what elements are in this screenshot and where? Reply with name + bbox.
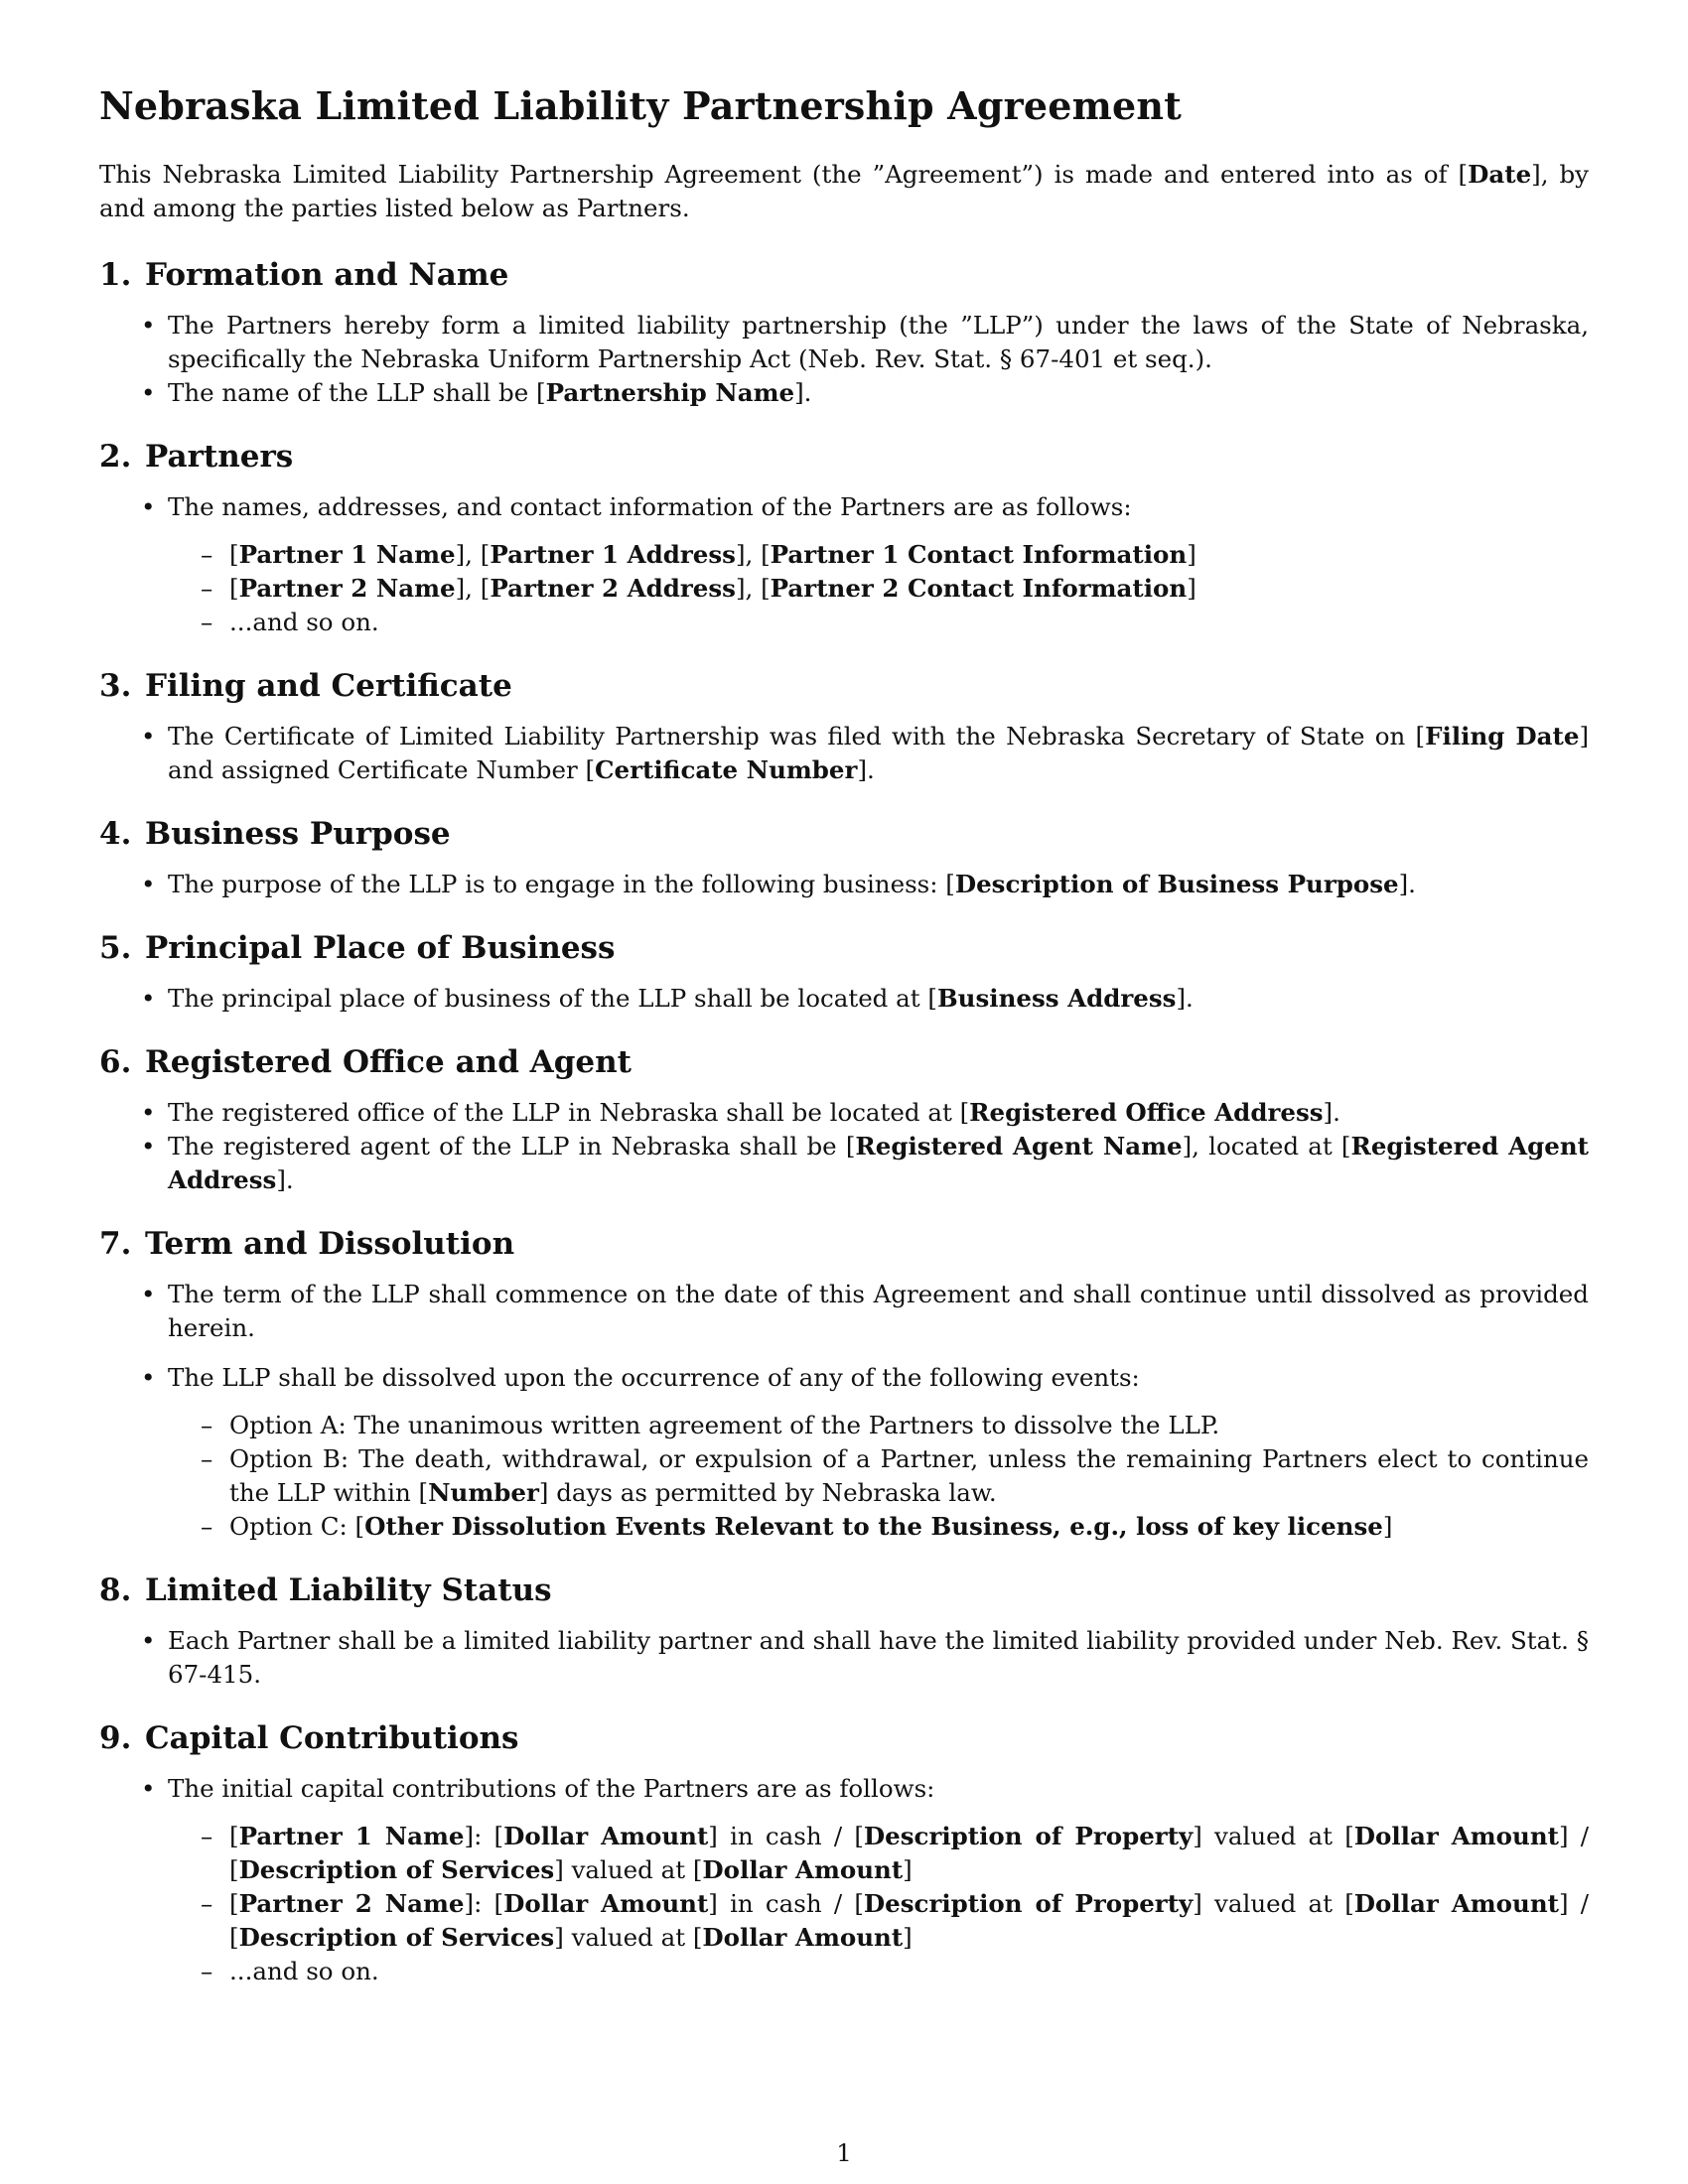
bullet-list: [99, 982, 1589, 1016]
bullet-list: [99, 1772, 1589, 1988]
sub-list-item: – ...and so on.: [168, 1955, 1589, 1988]
section-heading: 2. Partners: [99, 439, 294, 475]
section-heading: 9. Capital Contributions: [99, 1720, 519, 1756]
list-item: • The term of the LLP shall commence on the date of this Agreement and shall continue until dissolved as provided herein.: [99, 1278, 1589, 1345]
sub-list-item: – [Partner 1 Name]: [Dollar Amount] in cash / [Description of Property] valued at [Dollar Amount] / [Description of Services] valued at [Dollar Amount]: [168, 1820, 1589, 1887]
section-heading: 8. Limited Liability Status: [99, 1572, 552, 1608]
sub-list: [168, 1409, 1589, 1544]
list-item: • The Certificate of Limited Liability Partnership was filed with the Nebraska Secretary of State on [Filing Date] and assigned Certificate Number [Certificate Number].: [99, 720, 1589, 787]
section-heading: 5. Principal Place of Business: [99, 930, 616, 966]
sub-list-item: – Option C: [Other Dissolution Events Relevant to the Business, e.g., loss of key license]: [168, 1510, 1589, 1544]
section-principal-place-of-business: [99, 928, 1589, 1016]
section-capital-contributions: [99, 1718, 1589, 1988]
list-item: • The initial capital contributions of the Partners are as follows: – [Partner 1 Name]: [Dollar Amount] in cash / [Description of Property] valued at [Dollar Amount] / [Description of Services] valued at [Dollar Amount] – [Partner 2 Name]: [Dollar Amount] in cash / [Description of Property] valued at [Dollar Amount] / [Description of Services] valued at [Dollar Amount] – ...and so on.: [99, 1772, 1589, 1988]
bullet-list: [99, 490, 1589, 639]
section-registered-office-and-agent: [99, 1042, 1589, 1197]
document-title: Nebraska Limited Liability Partnership Agreement: [99, 83, 1182, 128]
sub-list-item: – [Partner 2 Name], [Partner 2 Address], [Partner 2 Contact Information]: [168, 572, 1589, 606]
list-item: • Each Partner shall be a limited liability partner and shall have the limited liability provided under Neb. Rev. Stat. § 67-415.: [99, 1624, 1589, 1692]
bullet-list: [99, 309, 1589, 410]
bullet-list: [99, 868, 1589, 901]
document-page: [99, 83, 1589, 2015]
bullet-list: [99, 1278, 1589, 1544]
section-heading: 6. Registered Office and Agent: [99, 1044, 632, 1080]
list-item: • The purpose of the LLP is to engage in the following business: [Description of Business Purpose].: [99, 868, 1589, 901]
section-heading: 7. Term and Dissolution: [99, 1226, 515, 1262]
section-heading: 3. Filing and Certificate: [99, 668, 512, 704]
list-item: • The names, addresses, and contact information of the Partners are as follows: – [Partner 1 Name], [Partner 1 Address], [Partner 1 Contact Information] – [Partner 2 Name], [Partner 2 Address], [Partner 2 Contact Information] – ...and so on.: [99, 490, 1589, 639]
list-item: • The LLP shall be dissolved upon the occurrence of any of the following events: – Option A: The unanimous written agreement of the Partners to dissolve the LLP. – Option B: The death, withdrawal, or expulsion of a Partner, unless the remaining Partners elect to continue the LLP within [Number] days as permitted by Nebraska law. – Option C: [Other Dissolution Events Relevant to the Business, e.g., loss of key license]: [99, 1361, 1589, 1544]
sub-list: [168, 1820, 1589, 1988]
bullet-list: [99, 1096, 1589, 1197]
list-item: • The name of the LLP shall be [Partnership Name].: [99, 376, 1589, 410]
list-item: • The Partners hereby form a limited liability partnership (the ”LLP”) under the laws of the State of Nebraska, specifically the Nebraska Uniform Partnership Act (Neb. Rev. Stat. § 67-401 et seq.).: [99, 309, 1589, 376]
list-item: • The registered agent of the LLP in Nebraska shall be [Registered Agent Name], located at [Registered Agent Address].: [99, 1130, 1589, 1197]
sub-list: [168, 538, 1589, 639]
page-number: 1: [836, 2138, 852, 2167]
section-partners: [99, 437, 1589, 639]
section-business-purpose: [99, 814, 1589, 901]
sub-list-item: – [Partner 1 Name], [Partner 1 Address], [Partner 1 Contact Information]: [168, 538, 1589, 572]
bullet-list: [99, 720, 1589, 787]
section-formation-and-name: [99, 255, 1589, 410]
section-heading: 1. Formation and Name: [99, 257, 509, 293]
date-placeholder: Date: [1468, 160, 1532, 189]
bullet-list: [99, 1624, 1589, 1692]
section-filing-and-certificate: [99, 666, 1589, 787]
sub-list-item: – Option B: The death, withdrawal, or expulsion of a Partner, unless the remaining Partners elect to continue the LLP within [Number] days as permitted by Nebraska law.: [168, 1442, 1589, 1510]
list-item: • The registered office of the LLP in Nebraska shall be located at [Registered Office Address].: [99, 1096, 1589, 1130]
section-limited-liability-status: [99, 1570, 1589, 1692]
sub-list-item: – ...and so on.: [168, 606, 1589, 639]
section-heading: 4. Business Purpose: [99, 816, 451, 852]
list-item: • The principal place of business of the LLP shall be located at [Business Address].: [99, 982, 1589, 1016]
sub-list-item: – [Partner 2 Name]: [Dollar Amount] in cash / [Description of Property] valued at [Dollar Amount] / [Description of Services] valued at [Dollar Amount]: [168, 1887, 1589, 1955]
section-term-and-dissolution: [99, 1224, 1589, 1544]
sub-list-item: – Option A: The unanimous written agreement of the Partners to dissolve the LLP.: [168, 1409, 1589, 1442]
intro-paragraph: This Nebraska Limited Liability Partnership Agreement (the ”Agreement”) is made and entered into as of [Date], by and among the parties listed below as Partners.: [99, 160, 1589, 222]
